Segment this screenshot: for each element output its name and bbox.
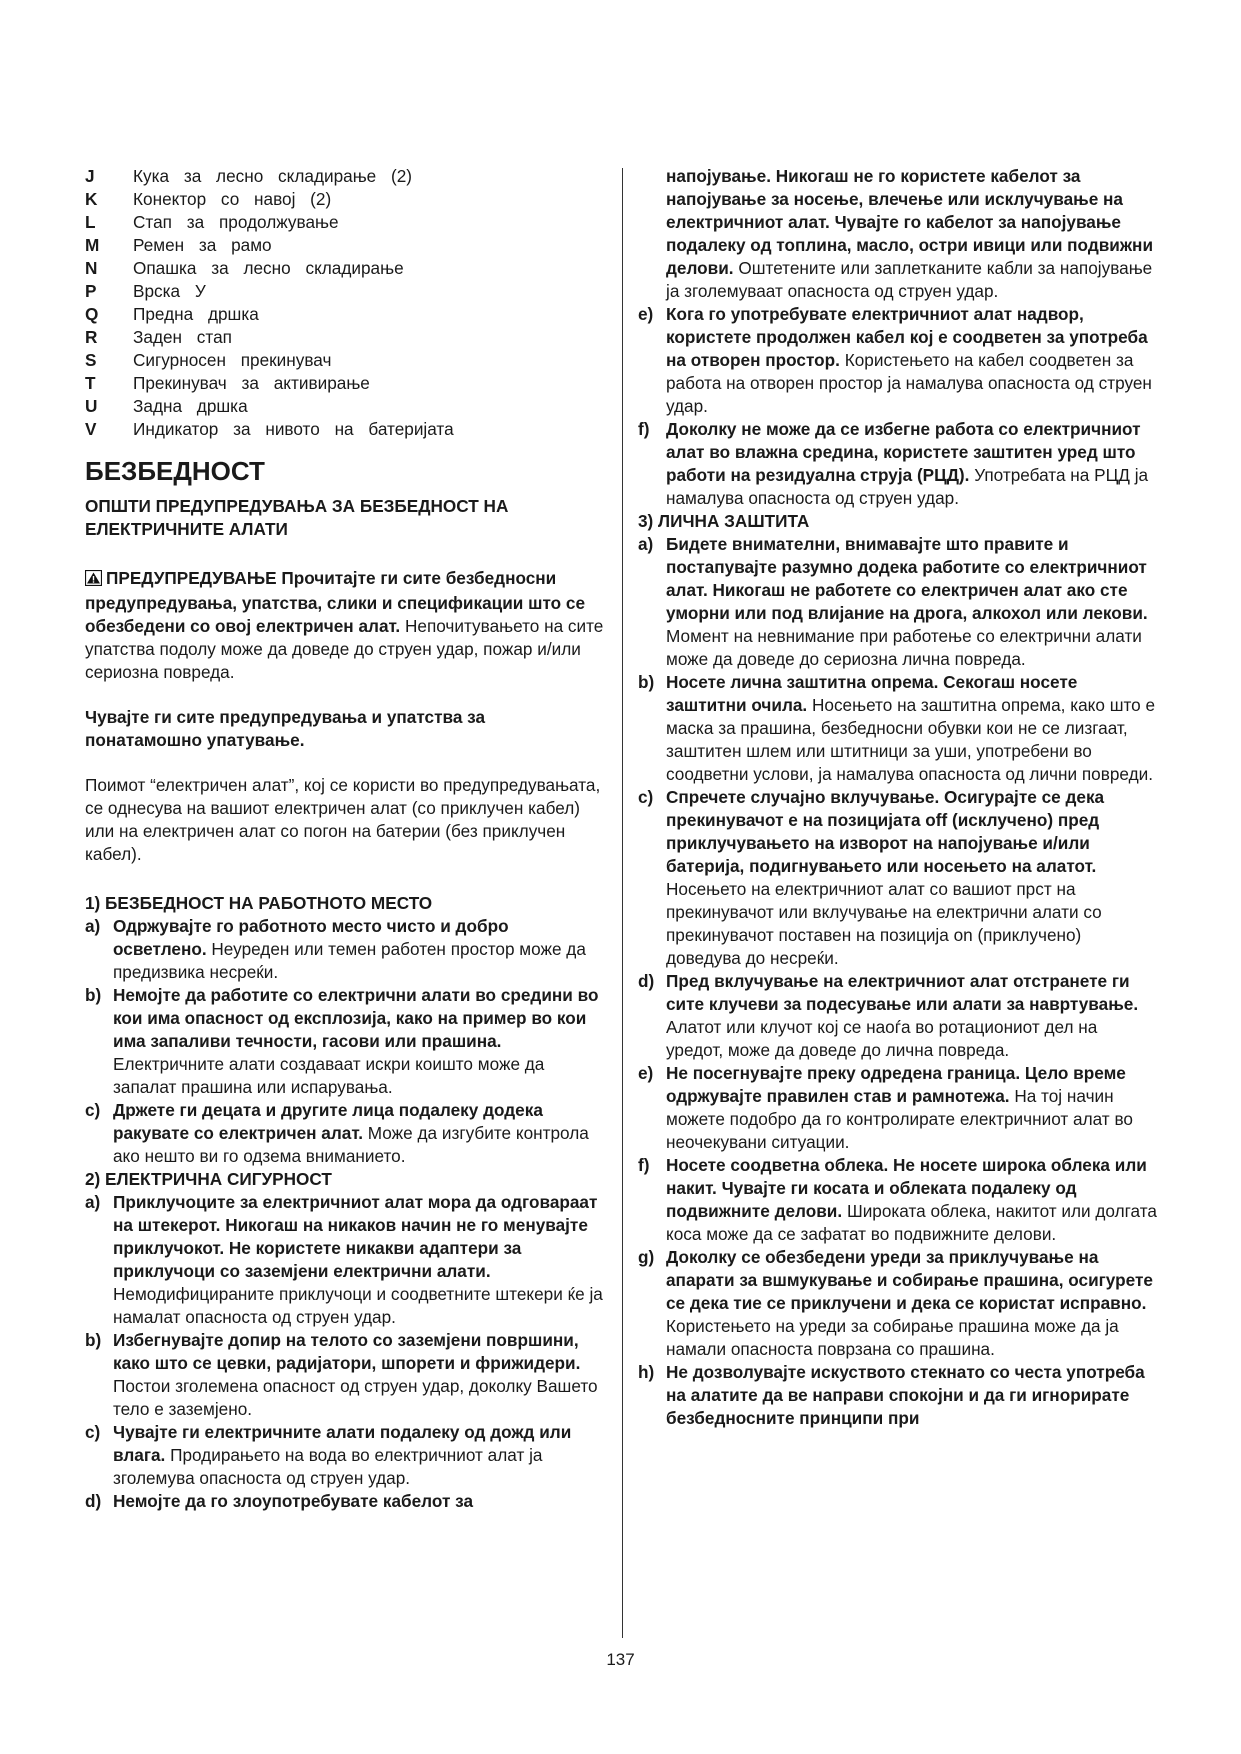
- section-2-heading: 2) ЕЛЕКТРИЧНА СИГУРНОСТ: [85, 1169, 332, 1189]
- list-item: c) Спречете случајно вклучување. Осигурајте се дека прекинувачот е на позицијата off (исклучено) пред приклучувањето на изворот на напојување и/или батерија, подигнувањето или носењето на алатот. Носењето на електричниот алат со вашиот прст на прекинувачот или вклучување на електрични алати со прекинувачот поставен на позиција on (приклучено) доведува до несреќи.: [638, 787, 1105, 968]
- list-item: d) Немојте да го злоупотребувате кабелот за: [85, 1491, 474, 1511]
- left-column: [85, 165, 605, 1513]
- legend-item: M Ремен за рамо: [85, 235, 272, 255]
- list-item: c) Држете ги децата и другите лица подалеку додека ракувате со електричен алат. Може да изгубите контрола ако нешто ви го одзема вниманието.: [85, 1100, 589, 1166]
- general-warnings-title: ОПШТИ ПРЕДУПРЕДУВАЊА ЗА БЕЗБЕДНОСТ НА ЕЛЕКТРИЧНИТЕ АЛАТИ: [85, 496, 509, 539]
- list-item: f) Доколку не може да се избегне работа со електричниот алат во влажна средина, користете заштитен уред што работи на резидуална струја (РЦД). Употребата на РЦД ја намалува опасноста од струен удар.: [638, 419, 1149, 508]
- list-item: c) Чувајте ги електричните алати подалеку од дожд или влага. Продирањето на вода во електричниот алат ја зголемува опасноста од струен удар.: [85, 1422, 572, 1488]
- section-title: БЕЗБЕДНОСТ: [85, 456, 265, 486]
- list-item-continuation: напојување. Никогаш не го користете кабелот за напојување за носење, влечење или исклучување на електричниот алат. Чувајте го кабелот за напојување подалеку од топлина, масло, остри ивици или подвижни делови. Оштетените или заплетканите кабли за напојување ја зголемуваат опасноста од струен удар.: [666, 166, 1154, 301]
- list-item: b) Избегнувајте допир на телото со заземјени површини, како што се цевки, радијатори, шпорети и фрижидери. Постои зголемена опасност од струен удар, доколку Вашето тело е заземјено.: [85, 1330, 598, 1419]
- list-item: b) Немојте да работите со електрични алати во средини во кои има опасност од експлозија, како на пример во кои има запаливи течности, гасови или прашина. Електричните алати создаваат искри коишто може да запалат прашина или испарувања.: [85, 985, 599, 1097]
- legend-item: R Заден стап: [85, 327, 232, 347]
- list-item: f) Носете соодветна облека. Не носете широка облека или накит. Чувајте ги косата и облеката подалеку од подвижните делови. Широката облека, накитот или долгата коса може да се зафатат во подвижните делови.: [638, 1155, 1157, 1244]
- keep-instructions: Чувајте ги сите предупредувања и упатства за понатамошно упатување.: [85, 707, 486, 750]
- section-1-heading: 1) БЕЗБЕДНОСТ НА РАБОТНОТО МЕСТО: [85, 893, 433, 913]
- list-item: a) Одржувајте го работното место чисто и добро осветлено. Неуреден или темен работен простор може да предизвика несреќи.: [85, 916, 586, 982]
- column-divider: [622, 168, 623, 1638]
- list-item: h) Не дозволувајте искуството стекнато со честа употреба на алатите да ве направи спокојни и да ги игнорирате безбедносните принципи при: [638, 1362, 1145, 1428]
- list-item: b) Носете лична заштитна опрема. Секогаш носете заштитни очила. Носењето на заштитна опрема, како што е маска за прашина, безбедносни обувки кои не се лизгаат, заштитен шлем или штитници за уши, употребени во соодветни услови, ја намалува опасноста од лични повреди.: [638, 672, 1156, 784]
- legend-item: N Опашка за лесно складирање: [85, 258, 404, 278]
- list-item: a) Бидете внимателни, внимавајте што правите и постапувајте разумно додека работите со електричниот алат. Никогаш не работете со електричен алат ако сте уморни или под влијание на дрога, алкохол или лекови. Момент на невнимание при работење со електрични алати може да доведе до сериозна лична повреда.: [638, 534, 1148, 669]
- warning-text: Непочитувањето на сите упатства подолу може да доведе до струен удар, пожар и/или сериозна повреда.: [85, 616, 604, 682]
- list-item: d) Пред вклучување на електричниот алат отстранете ги сите клучеви за подесување или алати за навртување. Алатот или клучот кој се наоѓа во ротациониот дел на уредот, може да доведе до лична повреда.: [638, 971, 1139, 1060]
- list-item: e) Не посегнувајте преку одредена граница. Цело време одржувајте правилен став и рамнотежа. На тој начин можете подобро да го контролирате електричниот алат во неочекувани ситуации.: [638, 1063, 1133, 1152]
- right-column: [638, 165, 1158, 1430]
- legend-item: S Сигурносен прекинувач: [85, 350, 332, 370]
- legend-item: P Врска У: [85, 281, 206, 301]
- legend-item: J Кука за лесно складирање (2): [85, 166, 413, 186]
- warning-label: ПРЕДУПРЕДУВАЊЕ: [106, 568, 277, 588]
- component-legend: [85, 165, 605, 441]
- section-3-heading: 3) ЛИЧНА ЗАШТИТА: [638, 511, 810, 531]
- list-item: e) Кога го употребувате електричниот алат надвор, користете продолжен кабел кој е соодветен за употреба на отворен простор. Користењето на кабел соодветен за работа на отворен простор ја намалува опасноста од струен удар.: [638, 304, 1152, 416]
- list-item: a) Приклучоците за електричниот алат мора да одговараат на штекерот. Никогаш на никаков начин не го менувајте приклучокот. Не користете никакви адаптери за приклучоци со заземјени електрични алати. Немодифицираните приклучоци и соодветните штекери ќе ја намалат опасноста од струен удар.: [85, 1192, 603, 1327]
- warning-paragraph: [85, 567, 605, 684]
- legend-item: U Задна дршка: [85, 396, 248, 416]
- warning-triangle-icon: [85, 569, 102, 592]
- legend-item: T Прекинувач за активирање: [85, 373, 370, 393]
- legend-item: K Конектор со навој (2): [85, 189, 332, 209]
- legend-item: L Стап за продолжување: [85, 212, 339, 232]
- page-number: 137: [606, 1650, 635, 1669]
- warning-bold-text: Прочитајте ги сите безбедносни предупредувања, упатства, слики и спецификации што се обезбедени со овој електричен алат.: [85, 568, 586, 636]
- legend-item: Q Предна дршка: [85, 304, 259, 324]
- list-item: g) Доколку се обезбедени уреди за приклучување на апарати за вшмукување и собирање прашина, осигурете се дека тие се приклучени и дека се користат исправно. Користењето на уреди за собирање прашина може да ја намали опасноста поврзана со прашина.: [638, 1247, 1153, 1359]
- term-definition: Поимот “електричен алат”, кој се користи во предупредувањата, се однесува на вашиот електричен алат (со приклучен кабел) или на електричен алат со погон на батерии (без приклучен кабел).: [85, 775, 601, 864]
- legend-item: V Индикатор за нивото на батеријата: [85, 419, 454, 439]
